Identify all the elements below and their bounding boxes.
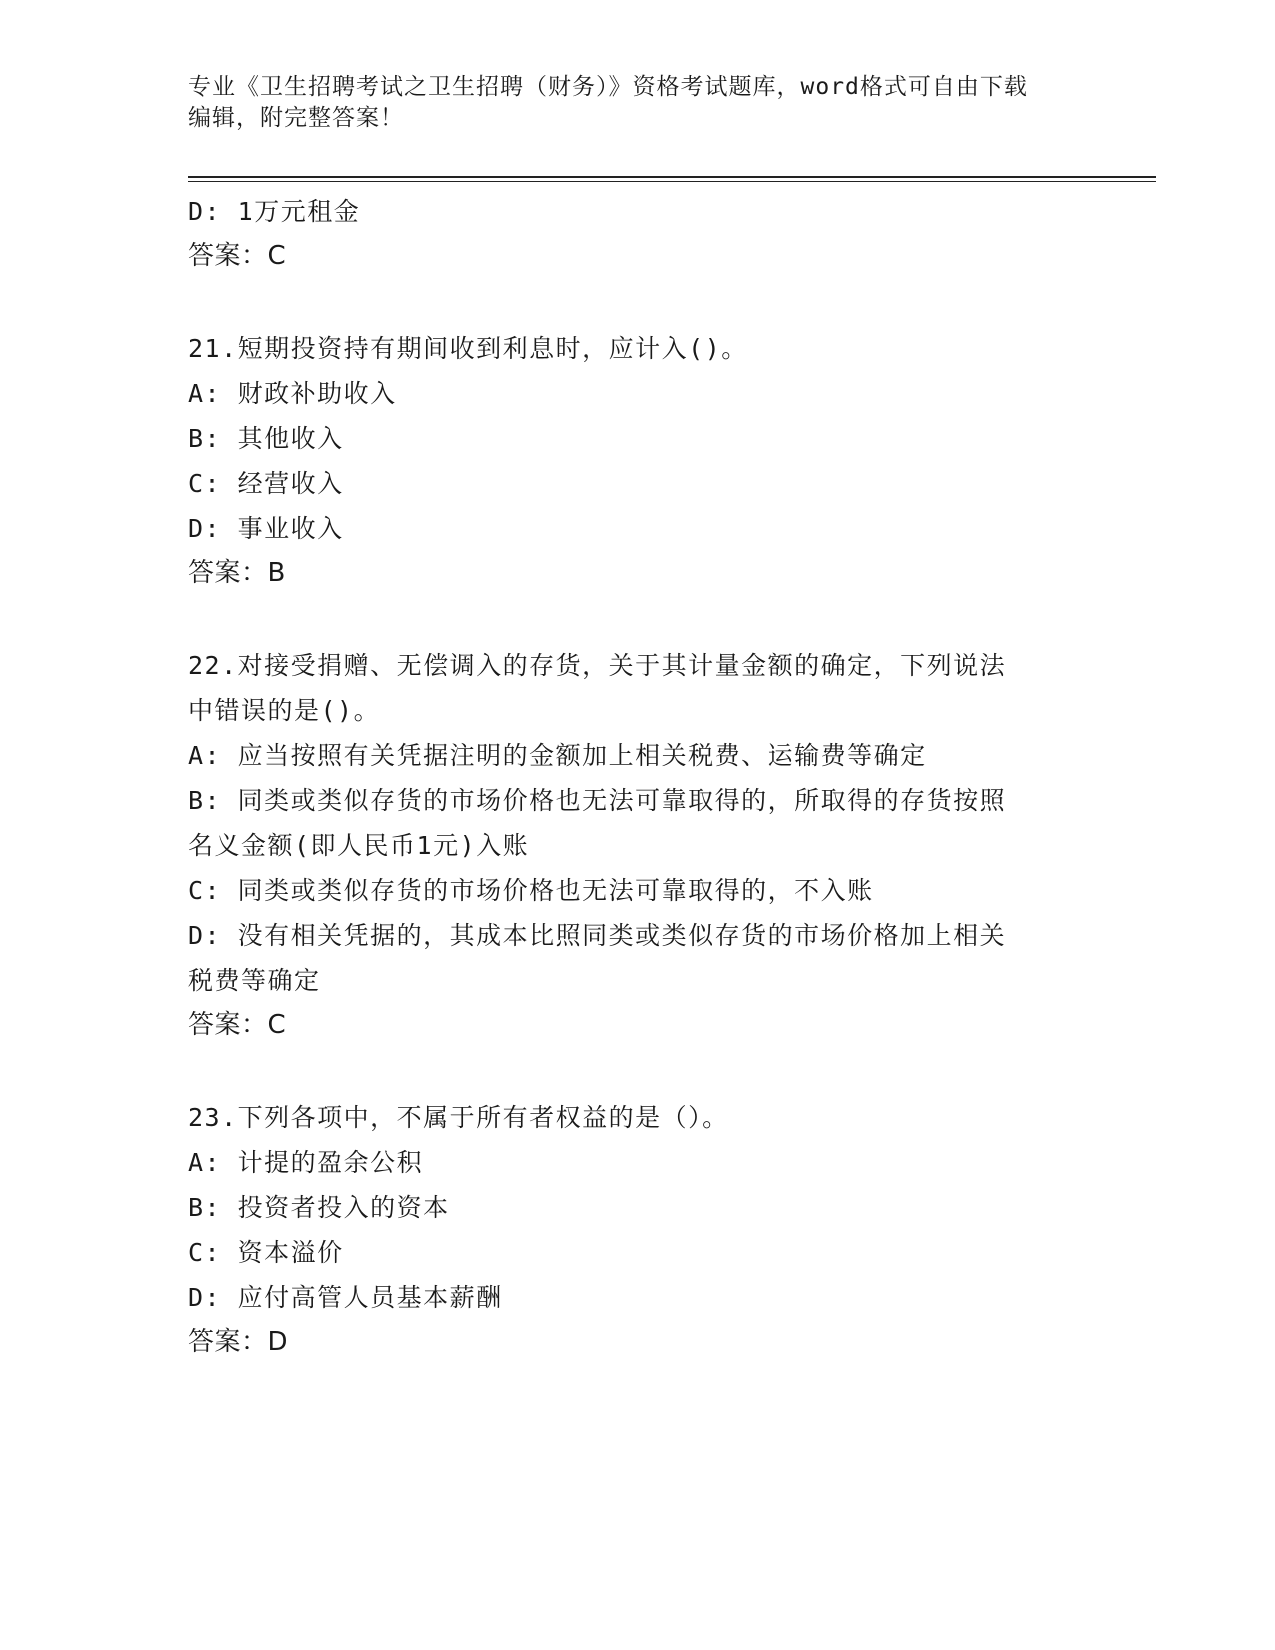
spacer	[188, 596, 1088, 643]
option-d-line-2: 税费等确定	[188, 966, 321, 995]
answer-line: 答案：B	[188, 558, 286, 588]
header-line-1: 专业《卫生招聘考试之卫生招聘（财务）》资格考试题库，word格式可自由下载	[188, 74, 1028, 100]
question-stem: 21.短期投资持有期间收到利息时，应计入()。	[188, 334, 748, 363]
question-stem-line-2: 中错误的是()。	[188, 696, 381, 725]
option-d: D: 应付高管人员基本薪酬	[188, 1283, 503, 1312]
question-stem: 23.下列各项中，不属于所有者权益的是（）。	[188, 1103, 729, 1132]
option-d: D: 1万元租金	[188, 197, 361, 226]
answer-line: 答案：C	[188, 241, 287, 271]
option-c: C: 同类或类似存货的市场价格也无法可靠取得的，不入账	[188, 876, 874, 905]
spacer	[188, 1048, 1088, 1095]
header-divider-thin	[188, 181, 1156, 182]
question-20-continued	[188, 189, 1088, 279]
option-a: A: 计提的盈余公积	[188, 1148, 424, 1177]
question-22	[188, 643, 1088, 1048]
spacer	[188, 279, 1088, 326]
option-c: C: 经营收入	[188, 469, 344, 498]
option-d-line-1: D: 没有相关凭据的，其成本比照同类或类似存货的市场价格加上相关	[188, 921, 1007, 950]
option-b-line-1: B: 同类或类似存货的市场价格也无法可靠取得的，所取得的存货按照	[188, 786, 1007, 815]
option-d: D: 事业收入	[188, 514, 344, 543]
option-c: C: 资本溢价	[188, 1238, 344, 1267]
document-body	[188, 189, 1088, 1365]
answer-line: 答案：D	[188, 1327, 289, 1357]
option-b: B: 其他收入	[188, 424, 344, 453]
option-a: A: 应当按照有关凭据注明的金额加上相关税费、运输费等确定	[188, 741, 927, 770]
question-21	[188, 326, 1088, 596]
header-divider-thick	[188, 176, 1156, 178]
option-a: A: 财政补助收入	[188, 379, 397, 408]
header-line-2: 编辑，附完整答案！	[188, 105, 404, 131]
question-23	[188, 1095, 1088, 1365]
option-b-line-2: 名义金额(即人民币1元)入账	[188, 831, 530, 860]
question-stem-line-1: 22.对接受捐赠、无偿调入的存货，关于其计量金额的确定，下列说法	[188, 651, 1007, 680]
option-b: B: 投资者投入的资本	[188, 1193, 450, 1222]
document-header	[188, 72, 1088, 134]
answer-line: 答案：C	[188, 1010, 287, 1040]
